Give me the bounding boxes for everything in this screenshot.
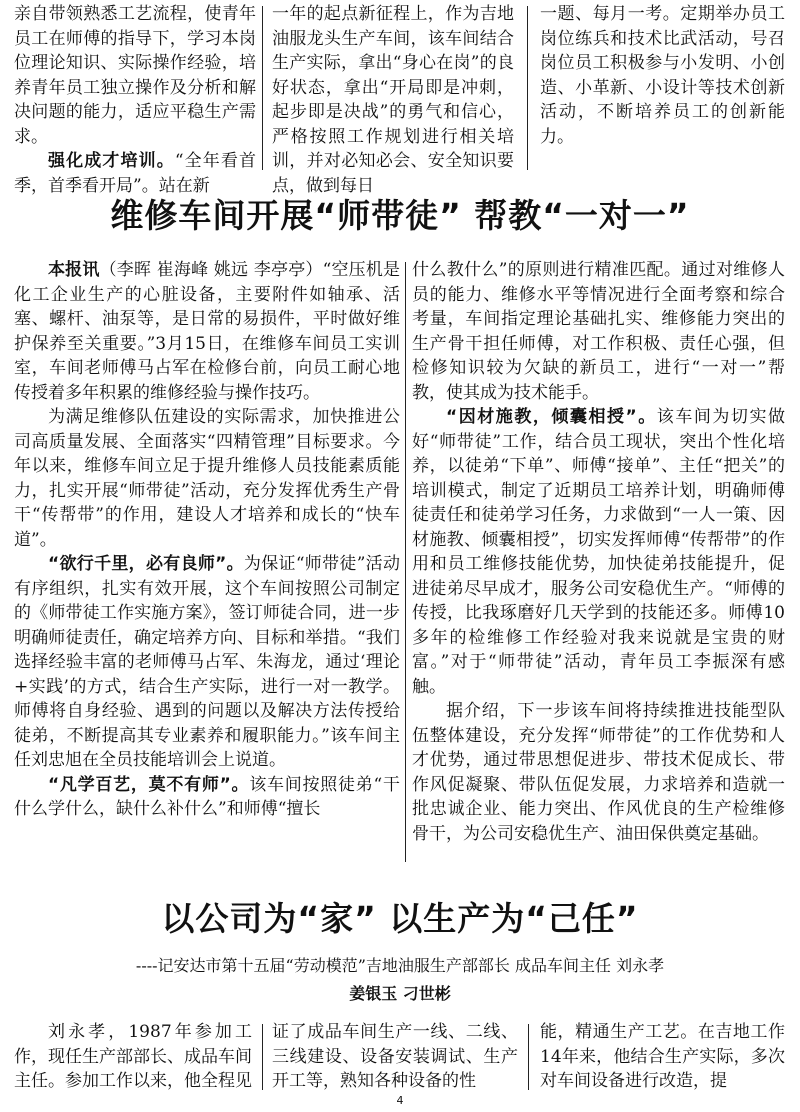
article-headline: 维修车间开展“师带徒” 帮教“一对一” [110,196,690,235]
lead-in: “因材施教，倾囊相授”。 [446,407,657,427]
column-divider [405,262,406,862]
top-article-column-3 [540,2,785,172]
top-article-column-2 [272,2,514,196]
column-divider [528,1024,529,1090]
paragraph-text: 该车间为切实做好“师带徒”工作，结合员工现状，突出个性化培养，以徒弟“下单”、师傅“接单”、主任“把关”的培训模式，制定了近期员工培养计划，明确师傅徒责任和徒弟学习任务，力求做到“一人一策、因材施教、倾囊相授”，切实发挥师傅“传帮带”的作用和员工维修技能优势，加快徒弟技能提升，促进徒弟尽早成才，服务公司安稳优生产。“师傅的传授，比我琢磨好几天学到的技能还多。师傅10多年的检维修工作经验对我来说就是宝贵的财富。”对于“师带徒”活动，青年员工李振深有感触。 [412,407,785,697]
paragraph: 刘永孝，1987年参加工作，现任生产部部长、成品车间主任。参加工作以来，他全程见 [14,1022,252,1091]
paragraph [14,773,400,822]
paragraph [412,405,785,699]
article1-column-2 [412,258,785,868]
paragraph [14,552,400,773]
article1-column-1 [14,258,400,868]
article2-column-1 [14,1020,252,1094]
paragraph: 为满足维修队伍建设的实际需求，加快推进公司高质量发展、全面落实“四精管理”目标要求。今年以来，维修车间立足于提升维修人员技能素质能力，扎实开展“师带徒”活动，充分发挥优秀生产骨干“传帮带”的作用，建设人才培养和成长的“快车道”。 [14,407,400,550]
page-number: 4 [396,1094,404,1107]
paragraph: 一题、每月一考。定期举办员工岗位练兵和技术比武活动，号召岗位员工积极参与小发明、小创造、小革新、小设计等技术创新活动，不断培养员工的创新能力。 [540,4,785,147]
column-divider [262,6,263,170]
lead-in: 本报讯 [48,260,100,280]
article2-column-3 [540,1020,785,1094]
article2-column-2 [272,1020,518,1094]
article-subtitle: ----记安达市第十五届“劳动模范”吉地油服生产部部长 成品车间主任 刘永孝 [135,956,665,975]
paragraph: 能，精通生产工艺。在吉地工作14年来，他结合生产实际，多次对车间设备进行改造，提 [540,1022,785,1091]
paragraph-text: （李晖 崔海峰 姚远 李亭亭）“空压机是化工企业生产的心脏设备，主要附件如轴承、活塞、螺杆、油泵等，是日常的易损件，平时做好维护保养至关重要。”3月15日，在维修车间员工实训室，车间老师傅马占军在检修台前，向员工耐心地传授着多年积累的维修经验与操作技巧。 [14,260,400,403]
paragraph [14,258,400,405]
paragraph: 据介绍，下一步该车间将持续推进技能型队伍整体建设，充分发挥“师带徒”的工作优势和人才优势，通过带思想促进步、带技术促成长、带作风促凝聚、带队伍促发展，力求培养和造就一批忠诚企业、能力突出、作风优良的生产检维修骨干，为公司安稳优生产、油田保供奠定基础。 [412,701,785,844]
column-divider [262,1024,263,1090]
paragraph: 证了成品车间生产一线、二线、三线建设、设备安装调试、生产开工等，熟知各种设备的性 [272,1022,518,1091]
paragraph: 一年的起点新征程上，作为吉地油服龙头生产车间，该车间结合生产实际，拿出“身心在岗”的良好状态，拿出“开局即是冲刺，起步即是决战”的勇气和信心，严格按照工作规划进行相关培训，并对必知必会、安全知识要点，做到每日 [272,4,514,196]
paragraph-text: 为保证“师带徒”活动有序组织，扎实有效开展，这个车间按照公司制定的《师带徒工作实施方案》，签订师徒合同，进一步明确师徒责任，确定培养方向、目标和举措。“我们选择经验丰富的老师傅马占军、朱海龙，通过‘理论+实践’的方式，结合生产实际，进行一对一教学。师傅将自身经验、遇到的问题以及解决方法传授给徒弟，不断提高其专业素养和履职能力。”该车间主任刘忠旭在全员技能培训会上说道。 [14,554,400,770]
paragraph-text: 该车间按照徒弟“干什么学什么，缺什么补什么”和师傅“擅长 [14,774,400,819]
article-headline: 以公司为“家” 以生产为“己任” [161,899,639,938]
paragraph: 什么教什么”的原则进行精准匹配。通过对维修人员的能力、维修水平等情况进行全面考察和综合考量，车间指定理论基础扎实、维修能力突出的生产骨干担任师傅，对工作积极、责任心强，但检修知识较为欠缺的新员工，进行“一对一”帮教，使其成为技术能手。 [412,260,785,403]
column-divider [527,6,528,170]
paragraph-text: “全年看首季，首季看开局”。站在新 [14,151,256,196]
lead-in: “欲行千里，必有良师”。 [48,554,244,574]
top-article-column-1 [14,2,256,196]
lead-in: 强化成才培训。 [48,151,175,171]
paragraph: 亲自带领熟悉工艺流程，使青年员工在师傅的指导下，学习本岗位理论知识、实际操作经验，培养青年员工独立操作及分析和解决问题的能力，适应平稳生产需求。 [14,4,256,147]
article-authors: 姜银玉 刁世彬 [349,984,451,1003]
lead-in: “凡学百艺，莫不有师”。 [48,774,250,795]
